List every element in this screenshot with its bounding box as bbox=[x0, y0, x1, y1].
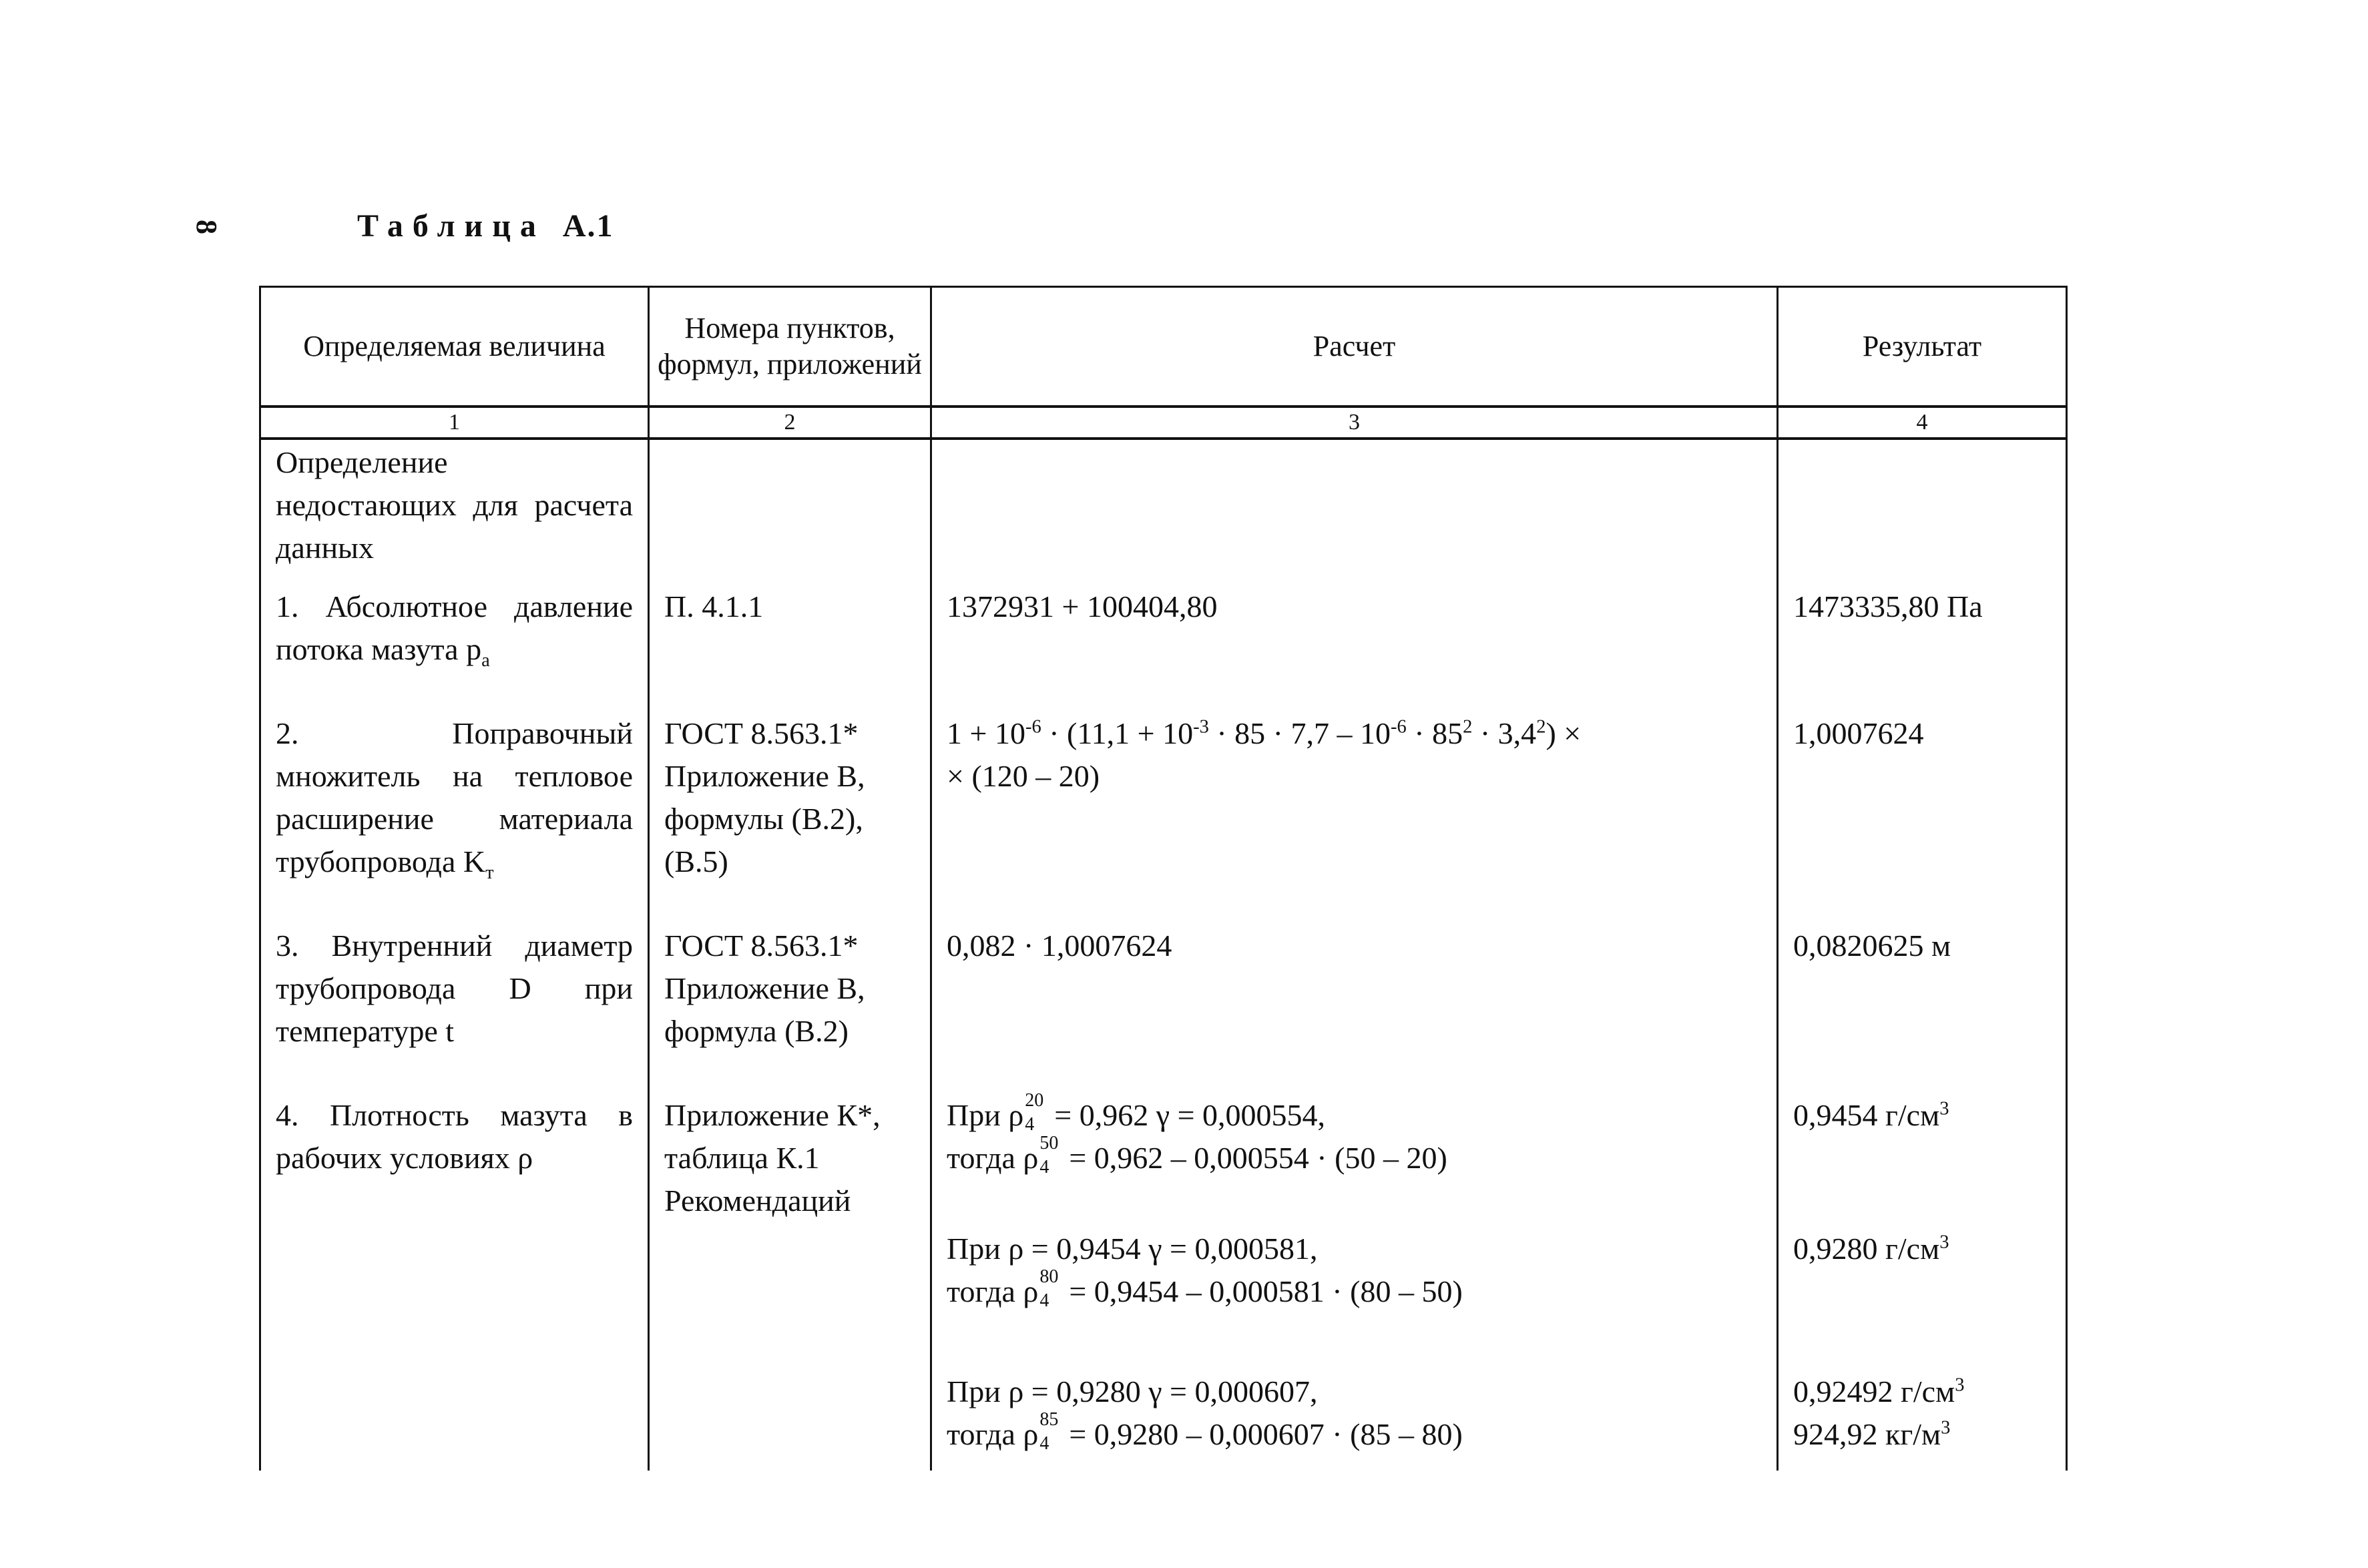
formula-part: = 0,962 – 0,000554 · (50 – 20) bbox=[1069, 1141, 1447, 1175]
table-row bbox=[260, 439, 2067, 585]
formula-line bbox=[947, 1133, 1762, 1180]
formula-line bbox=[947, 712, 1762, 755]
result-cell: 1473335,80 Па bbox=[1778, 585, 2067, 712]
quantity-cell bbox=[260, 585, 649, 712]
result-exponent: 3 bbox=[1939, 1232, 1949, 1253]
column-number-row bbox=[260, 407, 2067, 439]
formula-exponent: 50 bbox=[1039, 1133, 1059, 1153]
result-exponent: 3 bbox=[1941, 1417, 1951, 1439]
reference-cell: П. 4.1.1 bbox=[649, 585, 931, 712]
formula-exponent: 2 bbox=[1463, 716, 1473, 738]
formula-subscript: 4 bbox=[1039, 1433, 1049, 1454]
quantity-text: 1. Абсолютное давление потока мазута p bbox=[276, 589, 633, 666]
quantity-subscript: а bbox=[481, 650, 490, 672]
formula-part: = 0,962 γ = 0,000554, bbox=[1054, 1098, 1326, 1132]
formula-subscript: 4 bbox=[1039, 1290, 1049, 1311]
page-number: 8 bbox=[190, 220, 223, 234]
intro-text: Определение недостающих для расчета данных bbox=[260, 439, 649, 585]
result-cell bbox=[1778, 1094, 2067, 1228]
result-cell: 0,0820625 м bbox=[1778, 925, 2067, 1094]
result-exponent: 3 bbox=[1939, 1098, 1949, 1119]
reference-cell bbox=[649, 712, 931, 925]
formula-exponent: 85 bbox=[1039, 1409, 1059, 1430]
table-title-word: Таблица bbox=[357, 208, 545, 244]
header-reference: Номера пунктов, формул, приложений bbox=[649, 287, 931, 407]
reference-cell bbox=[649, 1094, 931, 1471]
result-text: 0,9454 г/см bbox=[1793, 1098, 1940, 1132]
formula-part: · (11,1 + 10 bbox=[1041, 716, 1194, 750]
formula-exponent: -6 bbox=[1025, 716, 1041, 738]
result-line bbox=[1793, 1413, 2051, 1456]
calculation-cell bbox=[931, 1090, 1778, 1228]
column-number: 1 bbox=[260, 407, 649, 439]
calculation-cell bbox=[931, 712, 1778, 925]
calculation-cell: 0,082 · 1,0007624 bbox=[931, 925, 1778, 1094]
table-row bbox=[260, 712, 2067, 925]
formula-exponent: -3 bbox=[1193, 716, 1209, 738]
calculation-cell: 1372931 + 100404,80 bbox=[931, 585, 1778, 712]
column-number: 4 bbox=[1778, 407, 2067, 439]
result-line bbox=[1793, 1370, 2051, 1413]
result-text: 924,92 кг/м bbox=[1793, 1417, 1941, 1451]
reference-line: ГОСТ 8.563.1* bbox=[664, 716, 859, 750]
formula-part: = 0,9454 – 0,000581 · (80 – 50) bbox=[1069, 1274, 1463, 1308]
calculation-cell bbox=[931, 1228, 1778, 1370]
empty-cell bbox=[649, 439, 931, 585]
formula-part: ) × bbox=[1546, 716, 1582, 750]
header-row bbox=[260, 287, 2067, 407]
result-cell bbox=[1778, 1370, 2067, 1471]
density-index bbox=[1039, 1266, 1059, 1311]
formula-line: При ρ = 0,9280 γ = 0,000607, bbox=[947, 1374, 1318, 1408]
reference-line: формула (В.2) bbox=[664, 1014, 849, 1048]
formula-part: · 3,4 bbox=[1472, 716, 1537, 750]
result-exponent: 3 bbox=[1955, 1374, 1965, 1396]
result-text: 0,92492 г/см bbox=[1793, 1374, 1955, 1408]
column-number: 2 bbox=[649, 407, 931, 439]
empty-cell bbox=[1778, 439, 2067, 585]
calculation-cell bbox=[931, 1370, 1778, 1471]
density-index bbox=[1039, 1409, 1059, 1454]
quantity-cell: 4. Плотность мазута в рабочих условиях ρ bbox=[260, 1094, 649, 1471]
formula-exponent: 20 bbox=[1025, 1090, 1044, 1111]
reference-line: (В.5) bbox=[664, 844, 728, 878]
formula-part: · 85 bbox=[1406, 716, 1463, 750]
reference-line: Приложение В, bbox=[664, 759, 865, 793]
calculation-table bbox=[259, 286, 2068, 1471]
header-result: Результат bbox=[1778, 287, 2067, 407]
formula-part: · 85 · 7,7 – 10 bbox=[1208, 716, 1391, 750]
formula-exponent: 80 bbox=[1039, 1266, 1059, 1287]
formula-line bbox=[947, 1090, 1762, 1137]
formula-part: тогда ρ bbox=[947, 1141, 1039, 1175]
column-number: 3 bbox=[931, 407, 1778, 439]
quantity-cell bbox=[260, 712, 649, 925]
header-calculation: Расчет bbox=[931, 287, 1778, 407]
formula-part: 1 + 10 bbox=[947, 716, 1025, 750]
reference-line: ГОСТ 8.563.1* bbox=[664, 929, 859, 963]
table-row bbox=[260, 1094, 2067, 1228]
table-title bbox=[357, 210, 614, 242]
formula-part: При ρ bbox=[947, 1098, 1024, 1132]
formula-subscript: 4 bbox=[1039, 1157, 1049, 1178]
formula-exponent: -6 bbox=[1391, 716, 1407, 738]
formula-subscript: 4 bbox=[1025, 1114, 1035, 1135]
result-cell bbox=[1778, 1228, 2067, 1370]
quantity-subscript: т bbox=[485, 862, 494, 884]
formula-line bbox=[947, 1266, 1762, 1313]
empty-cell bbox=[931, 439, 1778, 585]
table-row bbox=[260, 925, 2067, 1094]
formula-part: тогда ρ bbox=[947, 1274, 1039, 1308]
reference-cell bbox=[649, 925, 931, 1094]
header-quantity: Определяемая величина bbox=[260, 287, 649, 407]
formula-line: × (120 – 20) bbox=[947, 759, 1100, 793]
formula-line: При ρ = 0,9454 γ = 0,000581, bbox=[947, 1232, 1318, 1266]
table-title-number: А.1 bbox=[562, 208, 614, 244]
result-cell: 1,0007624 bbox=[1778, 712, 2067, 925]
reference-line: формулы (В.2), bbox=[664, 802, 863, 836]
reference-line: Рекомендаций bbox=[664, 1184, 851, 1218]
formula-exponent: 2 bbox=[1536, 716, 1546, 738]
formula-part: тогда ρ bbox=[947, 1417, 1039, 1451]
table-row bbox=[260, 585, 2067, 712]
result-text: 0,9280 г/см bbox=[1793, 1232, 1940, 1266]
reference-line: таблица К.1 bbox=[664, 1141, 820, 1175]
density-index bbox=[1039, 1133, 1059, 1178]
reference-line: Приложение К*, bbox=[664, 1098, 881, 1132]
formula-line bbox=[947, 1409, 1762, 1456]
quantity-cell: 3. Внутренний диаметр трубопровода D при температуре t bbox=[260, 925, 649, 1094]
formula-part: = 0,9280 – 0,000607 · (85 – 80) bbox=[1069, 1417, 1463, 1451]
quantity-text: 2. Поправочный множитель на тепловое расширение материала трубопровода K bbox=[276, 716, 633, 878]
reference-line: Приложение В, bbox=[664, 971, 865, 1005]
